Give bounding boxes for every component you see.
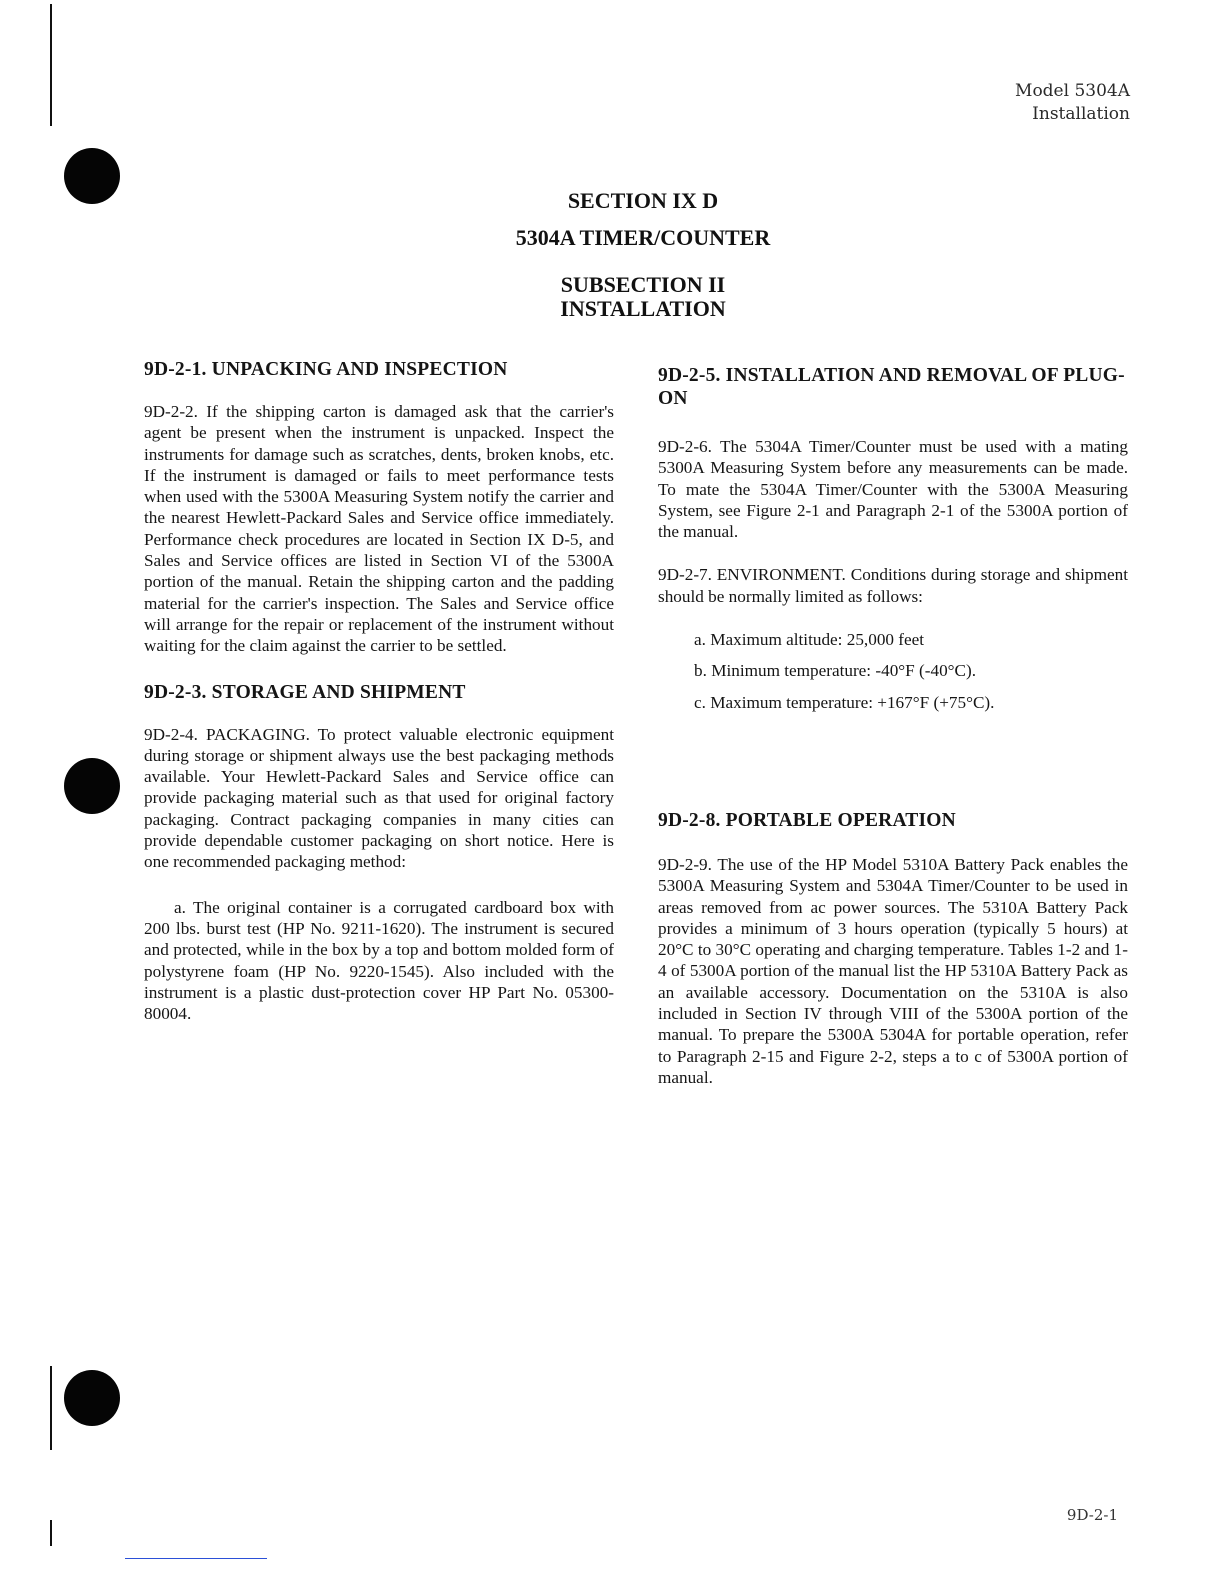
page-number: 9D-2-1 <box>1066 1506 1118 1524</box>
paragraph-portable: 9D-2-9. The use of the HP Model 5310A Battery Pack enables the 5300A Measuring System and 5304A Timer/Counter to be used in areas removed from ac power sources. The 5310A Battery Pack provides a minimum of 3 hours operation (typically 5 hours) at 20°C to 30°C operating and charging temperature. Tables 1-2 and 1-4 of 5300A portion of the manual list the HP 5310A Battery Pack as an available accessory. Documentation on the 5310A is also included in Section IV through VIII of the 5300A portion of the manual. To prepare the 5300A 5304A for portable operation, refer to Paragraph 2-15 and Figure 2-2, steps a to c of 5300A portion of manual. <box>658 854 1128 1087</box>
binding-edge-line <box>50 4 52 126</box>
punch-hole-middle <box>64 758 120 814</box>
heading-unpacking-inspection: 9D-2-1. UNPACKING AND INSPECTION <box>144 359 508 380</box>
binding-edge-line-lower <box>50 1366 52 1450</box>
paragraph-installation: 9D-2-6. The 5304A Timer/Counter must be used with a mating 5300A Measuring System before any measurements can be made. To mate the 5304A Timer/Counter with the 5300A Measuring System, see Figure 2-1 and Paragraph 2-1 of the 5300A portion of the manual. <box>658 437 1128 542</box>
footer-rule <box>125 1558 267 1559</box>
binding-edge-mark <box>50 1520 52 1546</box>
list-item: c. Maximum temperature: +167°F (+75°C). <box>694 692 995 712</box>
punch-hole-bottom <box>64 1370 120 1426</box>
right-column <box>658 358 1128 1088</box>
paragraph-environment: 9D-2-7. ENVIRONMENT. Conditions during storage and shipment should be normally limited as follows: <box>658 565 1128 606</box>
heading-portable-operation: 9D-2-8. PORTABLE OPERATION <box>658 809 956 831</box>
left-column <box>144 358 614 1024</box>
list-item: b. Minimum temperature: -40°F (-40°C). <box>694 661 977 681</box>
list-item: a. Maximum altitude: 25,000 feet <box>694 630 925 650</box>
paragraph-container: a. The original container is a corrugated cardboard box with 200 lbs. burst test (HP No. 9211-1620). The instrument is secured and protected, while in the box by a top and bottom molded form of polystyrene foam (HP No. 9220-1545). Also included with the instrument is a plastic dust-protection cover HP Part No. 05300-80004. <box>144 897 614 1024</box>
heading-installation-removal: 9D-2-5. INSTALLATION AND REMOVAL OF PLUG-ON <box>658 365 1125 409</box>
paragraph-packaging: 9D-2-4. PACKAGING. To protect valuable electronic equipment during storage or shipment always use the best packaging methods available. Your Hewlett-Packard Sales and Service office can provide packaging material such as that used for original factory packaging. Contract packaging companies in many cities can provide dependable customer packaging on short notice. Here is one recommended packaging method: <box>144 724 614 872</box>
environment-limits-list <box>658 629 1128 713</box>
page-header <box>1015 80 1130 126</box>
header-section-name: Installation <box>1032 104 1130 124</box>
subsection-title: SUBSECTION II <box>560 272 726 297</box>
heading-storage-shipment: 9D-2-3. STORAGE AND SHIPMENT <box>144 681 466 703</box>
product-title: 5304A TIMER/COUNTER <box>515 225 771 250</box>
paragraph-unpacking: 9D-2-2. If the shipping carton is damaged ask that the carrier's agent be present when the instrument is unpacked. Inspect the instruments for damage such as scratches, dents, broken knobs, etc. If the instrument is damaged or fails to meet performance tests when used with the 5300A Measuring System notify the carrier and the nearest Hewlett-Packard Sales and Service office immediately. Performance check procedures are located in Section IX D-5, and Sales and Service offices are listed in Section VI of the 5300A portion of the manual. Retain the shipping carton and the padding material for the carrier's inspection. The Sales and Service office will arrange for the repair or replacement of the instrument without waiting for the claim against the carrier to be settled. <box>144 402 614 656</box>
subsection-name: INSTALLATION <box>560 296 726 321</box>
section-title: SECTION IX D <box>567 188 719 213</box>
header-model: Model 5304A <box>1015 81 1130 101</box>
